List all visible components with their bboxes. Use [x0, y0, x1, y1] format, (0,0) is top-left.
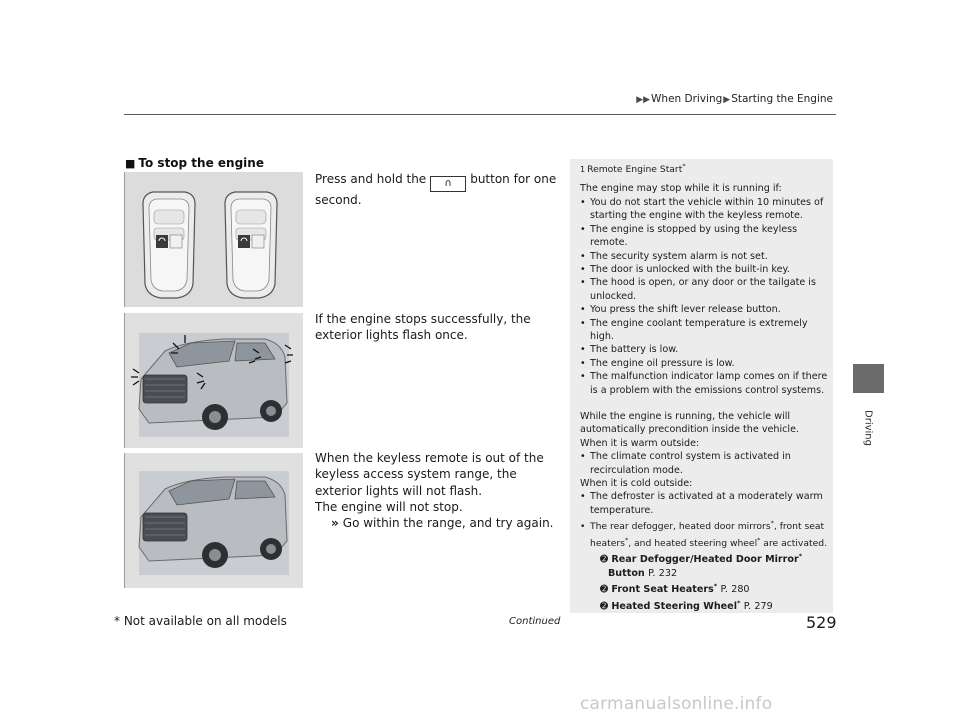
notes-intro: The engine may stop while it is running if: — [580, 183, 782, 195]
step-text: When the keyless remote is out of the keyless access system range, the exterior lights will not flash. — [315, 451, 544, 498]
chapter-tab-label: Driving — [862, 410, 874, 446]
step-text: If the engine stops successfully, the exterior lights flash once. — [315, 312, 531, 343]
note-ref-icon: 1 — [580, 165, 586, 175]
step-text: The engine will not stop. — [315, 499, 463, 514]
step-text-out-of-range — [315, 450, 565, 531]
instruction-label: Go within the range, and try again. — [342, 516, 554, 531]
suv-image — [125, 453, 303, 588]
breadcrumb-arrow-icon: ▶ — [723, 95, 731, 105]
xref-arrow-icon: ➋ — [600, 584, 612, 596]
cross-reference-link[interactable]: ➋ Rear Defogger/Heated Door Mirror* Button P. 232 — [600, 552, 803, 579]
remote-fob-left — [143, 192, 195, 298]
cross-reference-link[interactable]: ➋ Heated Steering Wheel* P. 279 — [600, 598, 773, 612]
breadcrumb-arrow-icon: ▶▶ — [636, 95, 651, 105]
step-text: Press and hold the — [315, 172, 427, 186]
keyless-remote-illustration — [124, 172, 303, 307]
list-item: • The hood is open, or any door or the tailgate is unlocked. — [580, 277, 816, 302]
notes-content — [580, 160, 830, 613]
instruction-text — [315, 515, 565, 531]
list-item: • You press the shift lever release button. — [580, 304, 781, 316]
xref-arrow-icon: ➋ — [600, 600, 612, 612]
suv-flashing-image — [125, 313, 303, 448]
list-item: • The engine is stopped by using the keyless remote. — [580, 223, 798, 249]
breadcrumb-item: Starting the Engine — [731, 93, 833, 105]
xref-arrow-icon: ➋ — [600, 554, 612, 566]
notes-title: 1 Remote Engine Start* — [580, 162, 686, 176]
car-no-flash-illustration — [124, 453, 303, 588]
header-divider — [124, 114, 836, 115]
continued-label: Continued — [509, 616, 561, 627]
notes-title-text: Remote Engine Start — [587, 164, 683, 176]
breadcrumb-item: When Driving — [651, 93, 723, 105]
notes-subheading: When it is warm outside: — [580, 437, 700, 449]
list-item: • The battery is low. — [580, 344, 679, 356]
section-heading — [125, 156, 264, 170]
car-lights-flash-illustration — [124, 313, 303, 448]
cross-reference-link[interactable]: ➋ Front Seat Heaters* P. 280 — [600, 582, 750, 596]
list-item: • The rear defogger, heated door mirrors*, front seat heaters*, and heated steering wheel* are activated. — [580, 519, 827, 549]
remote-fob-right — [225, 192, 277, 298]
step-text: button for one second. — [315, 172, 557, 207]
breadcrumb — [0, 93, 833, 105]
list-item: • The climate control system is activated in recirculation mode. — [580, 451, 791, 476]
list-item: • You do not start the vehicle within 10 minutes of starting the engine with the keyless remote. — [580, 196, 824, 222]
notes-subheading: When it is cold outside: — [580, 478, 693, 489]
page-number: 529 — [806, 613, 837, 632]
step-text-press-button — [315, 171, 565, 208]
list-item: • The malfunction indicator lamp comes on if there is a problem with the emissions control systems. — [580, 371, 828, 396]
step-text-lights-flash — [315, 311, 565, 344]
arrow-icon: » — [331, 516, 339, 531]
chapter-tab — [853, 364, 884, 393]
watermark: carmanualsonline.info — [580, 694, 773, 714]
square-bullet-icon: ■ — [125, 157, 136, 170]
list-item: • The engine oil pressure is low. — [580, 357, 735, 369]
section-heading-text: To stop the engine — [138, 156, 264, 170]
remote-fobs-image — [125, 172, 303, 307]
list-item: • The defroster is activated at a moderately warm temperature. — [580, 491, 823, 516]
footnote: * Not available on all models — [114, 614, 287, 628]
list-item: • The door is unlocked with the built-in key. — [580, 263, 790, 275]
list-item: • The security system alarm is not set. — [580, 250, 768, 262]
remote-start-button-icon: ∩ — [430, 176, 466, 192]
notes-paragraph: While the engine is running, the vehicle will automatically precondition inside the vehicle. — [580, 410, 800, 436]
list-item: • The engine coolant temperature is extremely high. — [580, 317, 808, 342]
